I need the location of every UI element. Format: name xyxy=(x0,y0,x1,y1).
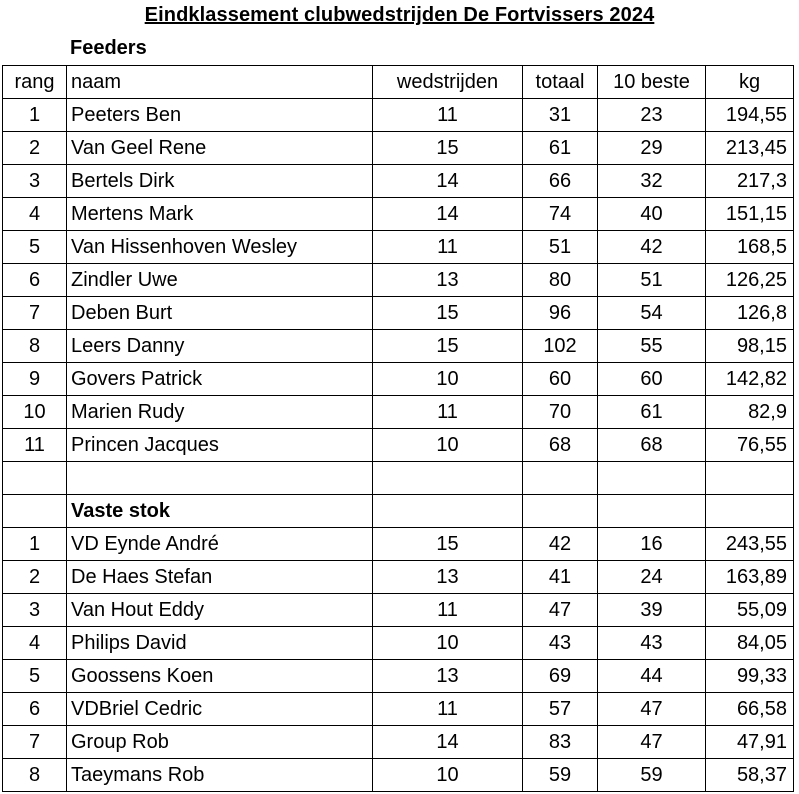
cell-naam: Bertels Dirk xyxy=(67,165,373,198)
cell-rang: 3 xyxy=(3,594,67,627)
table-row xyxy=(3,726,794,759)
cell-wedstrijden: 15 xyxy=(373,528,523,561)
cell-naam: VD Eynde André xyxy=(67,528,373,561)
cell-naam: Peeters Ben xyxy=(67,99,373,132)
cell-totaal: 66 xyxy=(523,165,598,198)
cell-kg: 76,55 xyxy=(706,429,794,462)
table-row xyxy=(3,132,794,165)
page-title: Eindklassement clubwedstrijden De Fortvissers 2024 xyxy=(144,4,655,26)
cell-kg: 99,33 xyxy=(706,660,794,693)
cell-naam: Mertens Mark xyxy=(67,198,373,231)
table-row xyxy=(3,429,794,462)
cell-totaal: 41 xyxy=(523,561,598,594)
cell-rang: 2 xyxy=(3,561,67,594)
cell-totaal: 42 xyxy=(523,528,598,561)
cell-naam: Princen Jacques xyxy=(67,429,373,462)
cell-rang: 4 xyxy=(3,198,67,231)
cell-kg: 243,55 xyxy=(706,528,794,561)
cell-naam: De Haes Stefan xyxy=(67,561,373,594)
cell-kg: 126,8 xyxy=(706,297,794,330)
empty-cell xyxy=(598,462,706,495)
cell-totaal: 60 xyxy=(523,363,598,396)
section-label-feeders: Feeders xyxy=(70,37,147,59)
cell-kg: 66,58 xyxy=(706,693,794,726)
cell-kg: 55,09 xyxy=(706,594,794,627)
cell-totaal: 31 xyxy=(523,99,598,132)
cell-wedstrijden: 10 xyxy=(373,759,523,792)
header-naam: naam xyxy=(67,66,373,99)
table-row xyxy=(3,99,794,132)
header-row xyxy=(3,66,794,99)
cell-rang: 9 xyxy=(3,363,67,396)
cell-wedstrijden: 14 xyxy=(373,198,523,231)
empty-cell xyxy=(598,495,706,528)
cell-10-beste: 44 xyxy=(598,660,706,693)
empty-cell xyxy=(523,495,598,528)
cell-totaal: 83 xyxy=(523,726,598,759)
cell-kg: 82,9 xyxy=(706,396,794,429)
cell-kg: 194,55 xyxy=(706,99,794,132)
cell-totaal: 70 xyxy=(523,396,598,429)
cell-rang: 3 xyxy=(3,165,67,198)
cell-naam: Group Rob xyxy=(67,726,373,759)
cell-rang: 4 xyxy=(3,627,67,660)
cell-naam: Deben Burt xyxy=(67,297,373,330)
cell-rang: 7 xyxy=(3,297,67,330)
empty-cell xyxy=(706,495,794,528)
cell-wedstrijden: 13 xyxy=(373,264,523,297)
cell-wedstrijden: 15 xyxy=(373,297,523,330)
cell-10-beste: 68 xyxy=(598,429,706,462)
spacer-row xyxy=(3,462,794,495)
cell-totaal: 96 xyxy=(523,297,598,330)
table-row xyxy=(3,264,794,297)
cell-rang: 10 xyxy=(3,396,67,429)
cell-10-beste: 32 xyxy=(598,165,706,198)
cell-wedstrijden: 11 xyxy=(373,231,523,264)
cell-naam: Goossens Koen xyxy=(67,660,373,693)
cell-10-beste: 39 xyxy=(598,594,706,627)
cell-totaal: 51 xyxy=(523,231,598,264)
cell-kg: 98,15 xyxy=(706,330,794,363)
empty-cell xyxy=(706,462,794,495)
cell-totaal: 69 xyxy=(523,660,598,693)
cell-kg: 126,25 xyxy=(706,264,794,297)
cell-totaal: 43 xyxy=(523,627,598,660)
cell-10-beste: 54 xyxy=(598,297,706,330)
cell-wedstrijden: 13 xyxy=(373,660,523,693)
cell-totaal: 68 xyxy=(523,429,598,462)
cell-10-beste: 47 xyxy=(598,693,706,726)
cell-rang: 6 xyxy=(3,264,67,297)
cell-wedstrijden: 11 xyxy=(373,594,523,627)
cell-rang: 5 xyxy=(3,660,67,693)
cell-naam: Van Geel Rene xyxy=(67,132,373,165)
cell-kg: 58,37 xyxy=(706,759,794,792)
cell-rang: 2 xyxy=(3,132,67,165)
empty-cell xyxy=(67,462,373,495)
cell-kg: 151,15 xyxy=(706,198,794,231)
table-row xyxy=(3,693,794,726)
header-totaal: totaal xyxy=(523,66,598,99)
cell-wedstrijden: 15 xyxy=(373,132,523,165)
cell-wedstrijden: 11 xyxy=(373,396,523,429)
table-row xyxy=(3,297,794,330)
cell-naam: Leers Danny xyxy=(67,330,373,363)
cell-kg: 168,5 xyxy=(706,231,794,264)
cell-kg: 217,3 xyxy=(706,165,794,198)
cell-wedstrijden: 11 xyxy=(373,99,523,132)
table-row xyxy=(3,528,794,561)
section-row xyxy=(3,495,794,528)
header-kg: kg xyxy=(706,66,794,99)
cell-totaal: 47 xyxy=(523,594,598,627)
cell-kg: 163,89 xyxy=(706,561,794,594)
cell-10-beste: 51 xyxy=(598,264,706,297)
cell-rang: 8 xyxy=(3,759,67,792)
cell-10-beste: 61 xyxy=(598,396,706,429)
cell-naam: Govers Patrick xyxy=(67,363,373,396)
cell-10-beste: 23 xyxy=(598,99,706,132)
cell-10-beste: 59 xyxy=(598,759,706,792)
cell-10-beste: 60 xyxy=(598,363,706,396)
table-row xyxy=(3,759,794,792)
cell-naam: Taeymans Rob xyxy=(67,759,373,792)
cell-totaal: 74 xyxy=(523,198,598,231)
cell-rang: 11 xyxy=(3,429,67,462)
cell-10-beste: 40 xyxy=(598,198,706,231)
cell-10-beste: 55 xyxy=(598,330,706,363)
table-row xyxy=(3,396,794,429)
cell-rang: 6 xyxy=(3,693,67,726)
cell-naam: VDBriel Cedric xyxy=(67,693,373,726)
cell-totaal: 57 xyxy=(523,693,598,726)
cell-totaal: 102 xyxy=(523,330,598,363)
cell-rang: 1 xyxy=(3,528,67,561)
table-row xyxy=(3,660,794,693)
ranking-table xyxy=(2,65,794,792)
empty-cell xyxy=(523,462,598,495)
table-row xyxy=(3,627,794,660)
empty-cell xyxy=(3,462,67,495)
cell-10-beste: 47 xyxy=(598,726,706,759)
cell-wedstrijden: 10 xyxy=(373,363,523,396)
cell-kg: 142,82 xyxy=(706,363,794,396)
table-row xyxy=(3,330,794,363)
header-10-beste: 10 beste xyxy=(598,66,706,99)
cell-naam: Marien Rudy xyxy=(67,396,373,429)
cell-rang: 8 xyxy=(3,330,67,363)
cell-10-beste: 43 xyxy=(598,627,706,660)
cell-wedstrijden: 14 xyxy=(373,165,523,198)
empty-cell xyxy=(373,495,523,528)
cell-rang: 1 xyxy=(3,99,67,132)
cell-wedstrijden: 10 xyxy=(373,627,523,660)
table-row xyxy=(3,561,794,594)
table-row xyxy=(3,363,794,396)
cell-rang: 7 xyxy=(3,726,67,759)
cell-10-beste: 42 xyxy=(598,231,706,264)
section-label-vaste-stok: Vaste stok xyxy=(67,495,373,528)
table-row xyxy=(3,198,794,231)
cell-naam: Van Hissenhoven Wesley xyxy=(67,231,373,264)
empty-cell xyxy=(373,462,523,495)
cell-naam: Philips David xyxy=(67,627,373,660)
header-rang: rang xyxy=(3,66,67,99)
header-wedstrijden: wedstrijden xyxy=(373,66,523,99)
cell-kg: 213,45 xyxy=(706,132,794,165)
cell-wedstrijden: 14 xyxy=(373,726,523,759)
cell-wedstrijden: 13 xyxy=(373,561,523,594)
cell-10-beste: 16 xyxy=(598,528,706,561)
cell-kg: 84,05 xyxy=(706,627,794,660)
cell-rang: 5 xyxy=(3,231,67,264)
cell-10-beste: 29 xyxy=(598,132,706,165)
cell-wedstrijden: 10 xyxy=(373,429,523,462)
empty-cell xyxy=(3,495,67,528)
table-row xyxy=(3,165,794,198)
cell-naam: Zindler Uwe xyxy=(67,264,373,297)
cell-kg: 47,91 xyxy=(706,726,794,759)
table-row xyxy=(3,594,794,627)
cell-10-beste: 24 xyxy=(598,561,706,594)
cell-wedstrijden: 11 xyxy=(373,693,523,726)
cell-totaal: 80 xyxy=(523,264,598,297)
cell-totaal: 59 xyxy=(523,759,598,792)
cell-totaal: 61 xyxy=(523,132,598,165)
cell-wedstrijden: 15 xyxy=(373,330,523,363)
cell-naam: Van Hout Eddy xyxy=(67,594,373,627)
table-row xyxy=(3,231,794,264)
